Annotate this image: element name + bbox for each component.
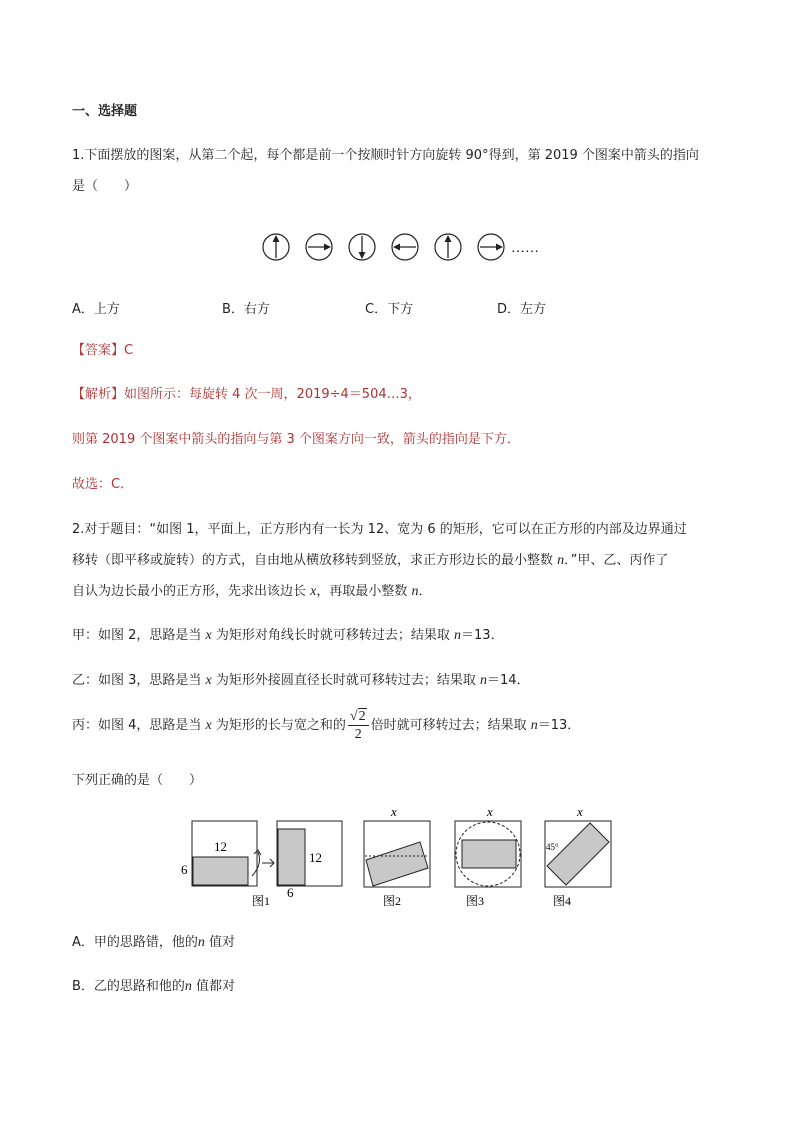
q2-option-a [72, 934, 235, 952]
fig4-label-45: 45° [546, 842, 559, 852]
fig2-rect-diagonal [366, 842, 428, 886]
q1-stem-line1: 1.下面摆放的图案，从第二个起，每个都是前一个按顺时针方向旋转 90°得到，第 2019 个图案中箭头的指向 [72, 148, 699, 163]
option-text: A．甲的思路错，他的 [72, 935, 198, 950]
q2-stem-text: 自认为边长最小的正方形，先求出该边长 [72, 584, 311, 599]
bing-text: 为矩形的长与宽之和的 [211, 718, 346, 733]
var-x: x [205, 628, 212, 643]
bing-text: 丙：如图 4，思路是当 [72, 718, 206, 733]
fig1-label-12: 12 [214, 839, 227, 854]
right-arrow-icon [262, 859, 274, 867]
option-text: B．乙的思路和他的 [72, 979, 185, 994]
fig1-label-6-bottom: 6 [287, 885, 294, 900]
fig4-caption: 图4 [553, 894, 572, 908]
fraction-denominator: 2 [354, 727, 362, 742]
fig1-rect-horizontal [193, 857, 248, 885]
q2-prompt: 下列正确的是（ ） [72, 773, 203, 788]
var-x: x [310, 584, 317, 599]
fig1-rect-vertical [278, 829, 305, 885]
q2-stem-line1: 2.对于题目：“如图 1，平面上，正方形内有一长为 12、宽为 6 的矩形，它可以在正方形的内部及边界通过 [72, 522, 687, 537]
sqrt2-over-2-fraction [348, 708, 369, 743]
yi-text: 乙：如图 3，思路是当 [72, 673, 206, 688]
q2-stem-text: ，再取最小整数 [316, 584, 412, 599]
var-n: n [184, 979, 192, 994]
arrow-up-icon [263, 234, 289, 260]
q1-option-b: B．右方 [222, 302, 270, 317]
q1-option-c: C．下方 [365, 302, 414, 317]
q2-stem-line2 [72, 552, 668, 570]
fig4-label-x: x [577, 804, 583, 819]
sqrt-radicand: 2 [358, 709, 366, 724]
q2-bing [72, 708, 580, 744]
arrow-right-icon [306, 234, 332, 260]
jia-text: ＝13． [461, 628, 504, 643]
var-x: x [205, 673, 212, 688]
q1-answer [72, 342, 133, 360]
section-title: 一、选择题 [72, 104, 138, 119]
var-n: n [197, 935, 205, 950]
fig3-label-x: x [487, 804, 493, 819]
fig1-label-6: 6 [181, 862, 188, 877]
q1-arrow-figures [0, 228, 794, 268]
analysis-text: 如图所示：每旋转 4 次一周，2019÷4＝504…3， [124, 387, 421, 402]
yi-text: ＝14． [487, 673, 530, 688]
q1-analysis-line2: 则第 2019 个图案中箭头的指向与第 3 个图案方向一致，箭头的指向是下方． [72, 432, 520, 447]
q1-option-a: A．上方 [72, 302, 120, 317]
fig4-rect-rotated [547, 823, 609, 885]
fig2-label-x: x [391, 804, 397, 819]
fig2-caption: 图2 [383, 894, 402, 908]
var-n: n [411, 584, 419, 599]
option-text: 值对 [204, 935, 236, 950]
q2-stem-text: ．”甲、乙、丙作了 [564, 553, 669, 568]
fig1-label-12-right: 12 [309, 850, 322, 865]
arrow-right-icon [478, 234, 504, 260]
q2-option-b [72, 978, 235, 996]
sqrt-sign: √2 [349, 709, 366, 724]
q2-stem-line3 [72, 583, 432, 601]
q2-stem-text: ． [418, 584, 432, 599]
bing-text: 倍时就可移转过去；结果取 [370, 718, 531, 733]
q1-analysis-line1 [72, 386, 421, 404]
q1-stem-line2: 是（ ） [72, 179, 138, 194]
var-x: x [205, 718, 212, 733]
arrow-down-icon [349, 234, 375, 260]
var-n: n [530, 718, 538, 733]
answer-label: 【答案】 [72, 343, 125, 358]
var-n: n [480, 673, 488, 688]
fig1-caption: 图1 [252, 894, 271, 908]
q2-yi [72, 672, 530, 690]
q2-jia [72, 627, 504, 645]
fig3-rect [462, 840, 516, 868]
q1-analysis-line3: 故选：C． [72, 477, 134, 492]
arrow-up-icon [435, 234, 461, 260]
q1-option-d: D．左方 [497, 302, 547, 317]
q2-stem-text: 移转（即平移或旋转）的方式，自由地从横放移转到竖放，求正方形边长的最小整数 [72, 553, 558, 568]
jia-text: 甲：如图 2，思路是当 [72, 628, 206, 643]
analysis-label: 【解析】 [72, 387, 125, 402]
var-n: n [557, 553, 565, 568]
jia-text: 为矩形对角线长时就可移转过去；结果取 [211, 628, 455, 643]
yi-text: 为矩形外接圆直径长时就可移转过去；结果取 [211, 673, 481, 688]
var-n: n [454, 628, 462, 643]
q2-figures [0, 800, 794, 920]
rotate-arrow-icon [252, 852, 260, 876]
arrow-left-icon [392, 234, 418, 260]
bing-text: ＝13． [537, 718, 581, 733]
option-text: 值都对 [191, 979, 236, 994]
fig3-caption: 图3 [466, 894, 485, 908]
answer-value: C [124, 343, 134, 358]
q1-ellipsis: …… [511, 241, 539, 256]
